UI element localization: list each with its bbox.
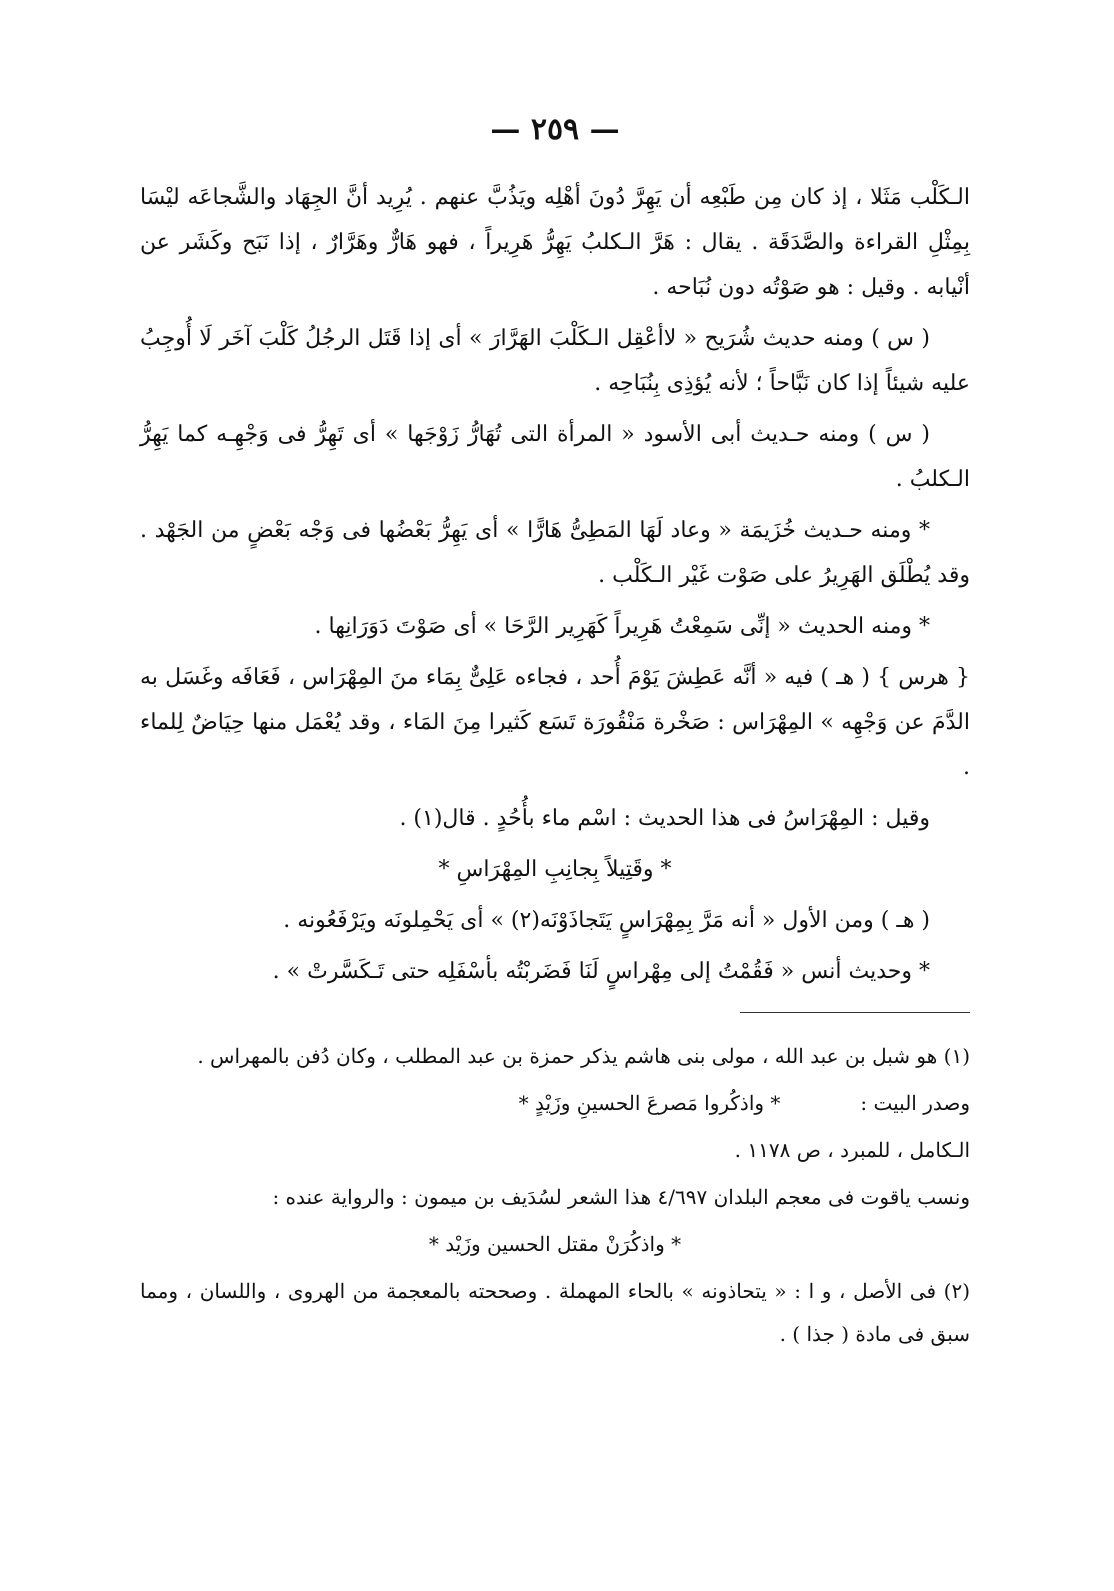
paragraph-3: ( س ) ومنه حـديث أبى الأسود « المرأة التى تُهَارُّ زَوْجَها » أى تَهِرُّ فى وَجْهِـه كما يَهِرُّ الـكلبُ . xyxy=(140,422,970,492)
footnote-1-line-3: الـكامل ، للمبرد ، ص ١١٧٨ . xyxy=(734,1138,970,1162)
verse-line: * وقَتِيلاً بِجانِبِ المِهْرَاسِ * xyxy=(438,857,672,882)
footnote-divider xyxy=(740,1012,970,1013)
footnote-1-line-5: * واذكُرَنْ مقتل الحسين وزَيْد * xyxy=(428,1232,682,1256)
paragraph-7: وقيل : المِهْرَاسُ فى هذا الحديث : اسْم ماء بأُحُدٍ . قال(١) . xyxy=(399,806,930,831)
paragraph-10: * وحديث أنس « فَقُمْتُ إلى مِهْراسٍ لَنَا فَضَربْتُه بأسْفَلِه حتى تَـكَسَّرتْ » . xyxy=(272,959,930,984)
footnote-1-verse-label: وصدر البيت : xyxy=(860,1091,970,1115)
footnote-2: (٢) فى الأصل ، و ا : « يتحاذونه » بالحاء المهملة . وصححته بالمعجمة من الهروى ، واللسان ، ومما سبق فى مادة ( جذا ) . xyxy=(140,1279,970,1346)
paragraph-4: * ومنه حـديث خُزَيمَة « وعاد لَهَا المَطِىُّ هَارًّا » أى يَهِرُّ بَعْضُها فى وَجْه بَعْضٍ من الجَهْد . وقد يُطْلَق الهَرِيرُ على صَوْت غَيْر الـكَلْب . xyxy=(140,518,970,588)
page-number: — ٢٥٩ — xyxy=(490,112,620,147)
paragraph-6-entry-hars: { هرس } ( هـ ) فيه « أنَّه عَطِشَ يَوْمَ أُحد ، فجاءه عَلِىٌّ بِمَاء منَ المِهْرَاس ، فَعَافَه وغَسَل به الدَّمَ عن وَجْهِه » المِهْرَاس : صَخْرة مَنْقُورَة تَسَع كَثيرا مِنَ المَاء ، وقد يُعْمَل منها حِيَاضٌ لِلماء . xyxy=(140,665,970,780)
paragraph-1: الـكَلْب مَثَلا ، إذ كان مِن طَبْعِه أن يَهِرَّ دُونَ أهْلِه ويَذُبَّ عنهم . يُرِيد أنَّ الجِهَاد والشَّجاعَه ليْسَا بِمِثْلِ القراءة والصَّدَقَة . يقال : هَرَّ الـكلبُ يَهِرُّ هَرِيراً ، فهو هَارٌّ وهَرَّارٌ ، إذا نَبَح وكَشَر عن أنْيابه . وقيل : هو صَوْتُه دون نُبَاحه . xyxy=(140,185,970,300)
document-page xyxy=(140,112,970,1360)
paragraph-9: ( هـ ) ومن الأول « أنه مَرَّ بِمِهْرَاسٍ يَتَجاذَوْنَه(٢) » أى يَحْمِلونَه ويَرْفَعُونه . xyxy=(283,908,930,933)
footnote-1-line-2 xyxy=(140,1082,970,1125)
footnote-1-line-4: ونسب ياقوت فى معجم البلدان ٤/٦٩٧ هذا الشعر لسُدَيف بن ميمون : والرواية عنده : xyxy=(272,1185,970,1209)
paragraph-2: ( س ) ومنه حديث شُرَيح « لاأعْقِل الـكَلْبَ الهَرَّارَ » أى إذا قَتَل الرجُلُ كَلْبَ آخَر لَا أُوجِبُ عليه شيئاً إذا كان نَبَّاحاً ؛ لأنه يُؤذِى بِنُبَاحِه . xyxy=(140,326,970,396)
paragraph-5: * ومنه الحديث « إنِّى سَمِعْتُ هَرِيراً كَهَرِير الرَّحَا » أى صَوْتَ دَوَرَانِها . xyxy=(314,614,930,639)
main-text xyxy=(140,175,970,994)
footnote-1-verse: * واذكُروا مَصرعَ الحسينِ وزَيْدٍ * xyxy=(518,1091,781,1115)
footnotes xyxy=(140,1035,970,1356)
footnote-1-line-1: (١) هو شبل بن عبد الله ، مولى بنى هاشم يذكر حمزة بن عبد المطلب ، وكان دُفن بالمهراس . xyxy=(197,1044,970,1068)
